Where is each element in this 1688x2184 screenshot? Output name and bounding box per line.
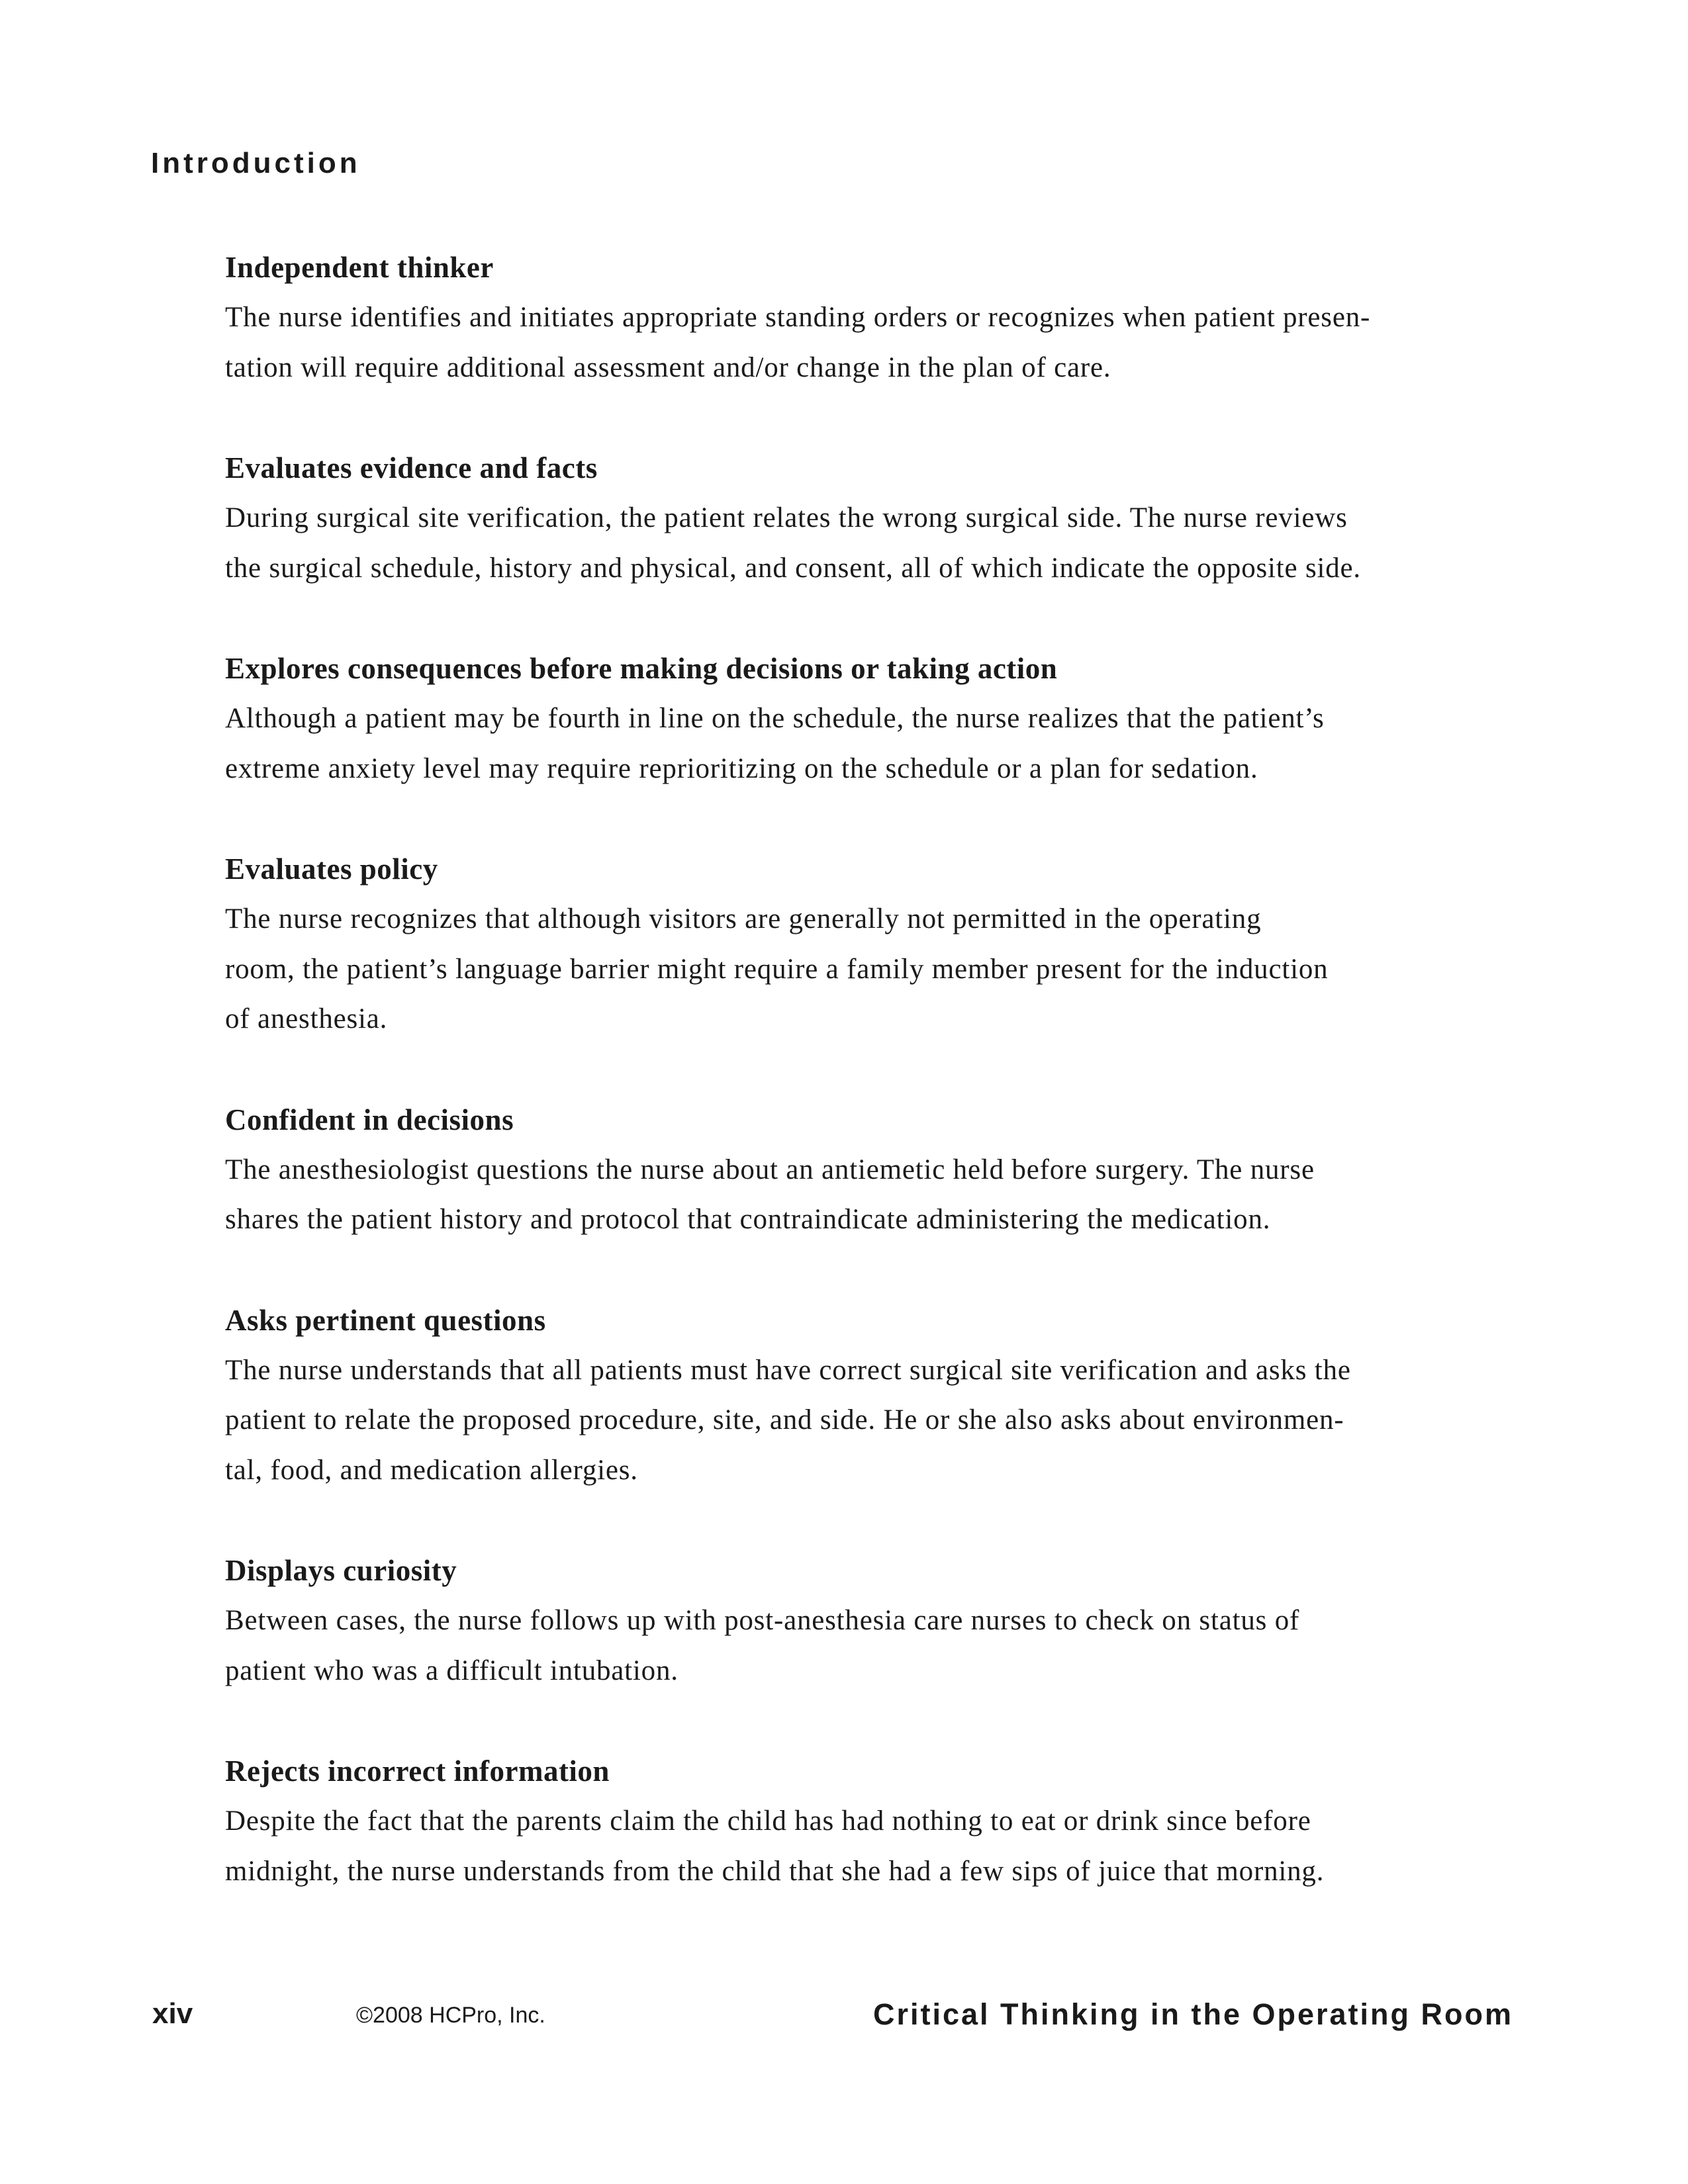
- entry-description: [225, 293, 1523, 392]
- text-line: midnight, the nurse understands from the child that she had a few sips of juice that morning.: [225, 1855, 1325, 1887]
- page-footer: [0, 1997, 1688, 2044]
- entry-description: [225, 1796, 1523, 1896]
- text-line: Although a patient may be fourth in line on the schedule, the nurse realizes that the patient’s: [225, 703, 1325, 734]
- entry-title: Asks pertinent questions: [225, 1303, 546, 1337]
- text-line: The anesthesiologist questions the nurse about an antiemetic held before surgery. The nurse: [225, 1154, 1315, 1185]
- entry-displays-curiosity: [225, 1545, 1523, 1696]
- entry-confident-in-decisions: [225, 1095, 1523, 1245]
- entry-title: Confident in decisions: [225, 1103, 514, 1136]
- entry-evaluates-evidence: [225, 443, 1523, 593]
- entry-title: Evaluates evidence and facts: [225, 451, 598, 484]
- entry-title: Displays curiosity: [225, 1554, 457, 1587]
- entry-independent-thinker: [225, 242, 1523, 392]
- text-line: The nurse identifies and initiates appropriate standing orders or recognizes when patient presen-: [225, 302, 1371, 333]
- entry-title: Rejects incorrect information: [225, 1754, 610, 1788]
- copyright-notice: ©2008 HCPro, Inc.: [356, 2003, 545, 2028]
- text-line: patient to relate the proposed procedure, site, and side. He or she also asks about environmen-: [225, 1404, 1344, 1435]
- text-line: extreme anxiety level may require reprioritizing on the schedule or a plan for sedation.: [225, 752, 1258, 784]
- entry-description: [225, 1345, 1523, 1496]
- text-line: of anesthesia.: [225, 1003, 388, 1034]
- text-line: The nurse recognizes that although visitors are generally not permitted in the operating: [225, 903, 1262, 934]
- entry-description: [225, 1145, 1523, 1245]
- text-line: tal, food, and medication allergies.: [225, 1454, 638, 1486]
- text-line: The nurse understands that all patients must have correct surgical site verification and asks the: [225, 1354, 1351, 1386]
- entry-evaluates-policy: [225, 844, 1523, 1044]
- text-line: Despite the fact that the parents claim the child has had nothing to eat or drink since before: [225, 1805, 1311, 1837]
- entry-title: Independent thinker: [225, 251, 494, 284]
- text-line: tation will require additional assessment and/or change in the plan of care.: [225, 351, 1111, 383]
- entry-explores-consequences: [225, 643, 1523, 794]
- running-head: Introduction: [151, 147, 361, 179]
- page-body: [225, 242, 1523, 1946]
- text-line: shares the patient history and protocol that contraindicate administering the medication.: [225, 1204, 1271, 1235]
- entry-description: [225, 694, 1523, 794]
- entry-rejects-incorrect-information: [225, 1746, 1523, 1896]
- text-line: the surgical schedule, history and physical, and consent, all of which indicate the opposite side.: [225, 552, 1361, 584]
- text-line: During surgical site verification, the patient relates the wrong surgical side. The nurse reviews: [225, 502, 1348, 533]
- entry-title: Evaluates policy: [225, 852, 438, 886]
- text-line: room, the patient’s language barrier might require a family member present for the induction: [225, 953, 1329, 985]
- entry-description: [225, 1596, 1523, 1696]
- entry-title: Explores consequences before making decisions or taking action: [225, 652, 1058, 685]
- page-number: xiv: [152, 1997, 193, 2030]
- text-line: Between cases, the nurse follows up with post-anesthesia care nurses to check on status of: [225, 1605, 1300, 1636]
- entry-description: [225, 894, 1523, 1044]
- book-title: Critical Thinking in the Operating Room: [872, 1997, 1513, 2031]
- entry-asks-pertinent-questions: [225, 1295, 1523, 1496]
- entry-description: [225, 493, 1523, 593]
- text-line: patient who was a difficult intubation.: [225, 1655, 679, 1686]
